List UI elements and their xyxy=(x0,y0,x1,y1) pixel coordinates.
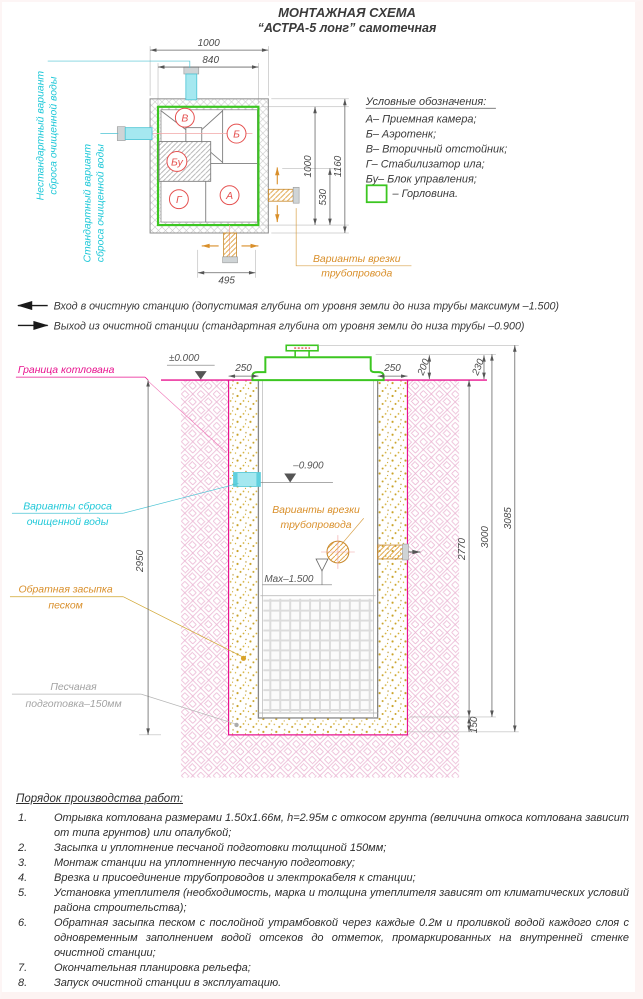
step-text: Монтаж станции на уплотненную песчаную подготовку; xyxy=(54,856,355,869)
legend-item-bu: Бу– Блок управления; xyxy=(365,173,477,186)
neck-legend-swatch xyxy=(367,185,387,202)
procedure-title: Порядок производства работ: xyxy=(16,793,183,805)
chamber-g-label: Г xyxy=(176,195,182,207)
montage-drawing xyxy=(2,2,641,784)
step-number: 2. xyxy=(18,841,28,854)
title-line-1: МОНТАЖНАЯ СХЕМА xyxy=(278,5,416,20)
dim-840: 840 xyxy=(202,55,219,67)
sand-prep-line2: подготовка–150мм xyxy=(25,699,122,711)
dim-150: 150 xyxy=(469,716,481,734)
inlet-pipe-right-section xyxy=(378,545,404,559)
tank-bottom-grid xyxy=(263,599,372,712)
step-number: 4. xyxy=(18,872,28,884)
chamber-a-label: А xyxy=(226,191,234,203)
step-number: 3. xyxy=(18,856,28,869)
procedure-step-4 xyxy=(16,871,633,886)
dim-2770: 2770 xyxy=(457,537,469,561)
plan-view xyxy=(36,38,412,287)
inlet-pipe-bottom xyxy=(202,233,259,263)
sand-backfill-left xyxy=(229,380,259,715)
discharge-label-line1: Варианты сброса xyxy=(23,501,112,513)
standard-outlet-line2: сброса очищенной воды xyxy=(95,144,107,263)
dim-1000-right: 1000 xyxy=(303,155,315,178)
section-pipe-variants-line1: Варианты врезки xyxy=(272,505,360,517)
step-number: 7. xyxy=(18,962,28,975)
flow-notes xyxy=(18,301,559,333)
level-zero-mark xyxy=(167,353,215,379)
chamber-b-label: Б xyxy=(233,129,240,141)
step-text: Установка утеплителя (необходимость, марка и толщина утеплителя зависят от климатических условий района строительства); xyxy=(54,887,629,915)
nonstandard-outlet-line2: сброса очищенной воды xyxy=(48,76,60,195)
discharge-label-line2: очищенной воды xyxy=(26,517,109,529)
dim-495: 495 xyxy=(218,275,235,287)
step-text: Окончательная планировка рельефа; xyxy=(54,962,251,975)
clean-water-pipe-left xyxy=(117,127,152,141)
standard-outlet-line1: Стандартный вариант xyxy=(82,143,94,263)
step-text: Отрывка котлована размерами 1.50х1.66м, h=2.95м с откосом грунта (величина откоса котлована зависит от типа грунтов) или опалубкой; xyxy=(54,811,629,839)
step-text: Запуск очистной станции в эксплуатацию. xyxy=(54,977,282,990)
step-text: Засыпка и уплотнение песчаной подготовки толщиной 150мм; xyxy=(54,841,387,854)
legend-title: Условные обозначения: xyxy=(365,95,487,108)
backfill-label-line1: Обратная засыпка xyxy=(18,584,113,596)
nonstandard-outlet-line1: Нестандартный вариант xyxy=(35,70,47,201)
dim-3085: 3085 xyxy=(502,507,514,530)
legend-item-neck: – Горловина. xyxy=(392,188,459,201)
title-line-2: “АСТРА-5 лонг” самотечная xyxy=(257,21,437,36)
level-0900-text: –0.900 xyxy=(293,460,324,472)
procedure-step-1 xyxy=(16,811,633,841)
dim-1160: 1160 xyxy=(332,155,344,178)
step-number: 8. xyxy=(18,977,28,990)
chamber-v-label: В xyxy=(181,113,189,125)
procedure-step-2 xyxy=(16,841,633,856)
plan-pipe-variants-line1: Варианты врезки xyxy=(312,253,401,265)
step-number: 6. xyxy=(18,917,28,930)
backfill-label-line2: песком xyxy=(48,600,83,612)
pit-boundary-text: Граница котлована xyxy=(17,365,115,377)
dim-250-right: 250 xyxy=(384,363,401,375)
tank-lid xyxy=(252,345,383,380)
procedure-step-7 xyxy=(16,961,633,976)
dim-3000: 3000 xyxy=(479,526,491,549)
level-zero-text: ±0.000 xyxy=(168,353,200,365)
legend-item-b: Б– Аэротенк; xyxy=(365,128,437,141)
dim-1000-top: 1000 xyxy=(197,38,220,50)
legend xyxy=(365,96,508,202)
dim-200: 200 xyxy=(415,357,433,377)
legend-item-a: А– Приемная камера; xyxy=(365,113,477,126)
step-number: 5. xyxy=(18,887,28,900)
cross-section xyxy=(10,345,519,777)
procedure-step-5 xyxy=(16,886,633,916)
procedure-step-6 xyxy=(16,916,633,961)
plan-pipe-variants-callout xyxy=(296,208,411,280)
inlet-pipe-right xyxy=(268,167,299,222)
legend-item-v: В– Вторичный отстойник; xyxy=(365,143,508,156)
dim-250-left: 250 xyxy=(235,363,252,375)
step-text: Врезка и присоединение трубопроводов и электрокабеля к станции; xyxy=(54,872,416,884)
plan-pipe-variants-line2: трубопровода xyxy=(321,268,393,280)
dim-530: 530 xyxy=(317,188,329,206)
outlet-note: Выход из очистной станции (стандартная глубина от уровня земли до низа трубы –0.900) xyxy=(53,320,525,333)
procedure-step-3 xyxy=(16,856,633,871)
legend-item-g: Г– Стабилизатор ила; xyxy=(365,158,485,171)
chamber-bu-label: Бу xyxy=(171,157,183,169)
section-pipe-variants-line2: трубопровода xyxy=(280,520,352,532)
procedure-step-8 xyxy=(16,976,633,991)
step-number: 1. xyxy=(18,811,28,824)
discharge-pipe-section xyxy=(234,473,261,487)
level-max-text: Max–1.500 xyxy=(264,573,314,585)
dim-230: 230 xyxy=(470,357,487,377)
sand-prep-line1: Песчаная xyxy=(50,682,97,694)
step-text: Обратная засыпка песком с послойной утрамбовкой через каждые 0.2м и проливкой водой каждого слоя с одновременным заполнением водой отсеков до отметок, промаркированных на внутренней стенке очистной станции; xyxy=(54,917,629,960)
procedure-section xyxy=(16,792,633,992)
dim-2950: 2950 xyxy=(135,549,147,572)
clean-water-pipe-top xyxy=(184,67,199,100)
inlet-note: Вход в очистную станцию (допустимая глубина от уровня земли до низа трубы максимум –1.500) xyxy=(53,300,560,313)
